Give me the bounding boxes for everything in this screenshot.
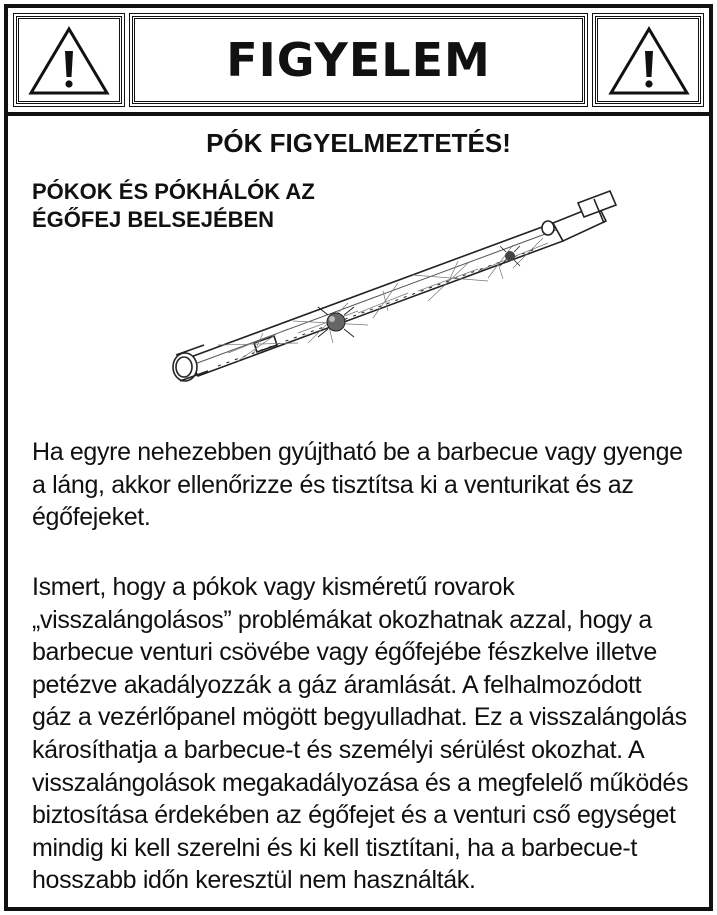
warning-triangle-icon	[607, 25, 691, 97]
paragraph-line: károsíthatja a barbecue-t és személyi sérülést okozhat. A	[32, 735, 645, 764]
paragraph-line: petézve akadályozzák a gáz áramlását. A felhalmozódott	[32, 670, 642, 699]
paragraph-1	[32, 436, 704, 534]
burner-tube-illustration	[158, 183, 618, 398]
paragraph-line: Ismert, hogy a pókok vagy kisméretű rovarok	[32, 573, 515, 601]
paragraph-line: Ha egyre nehezebben gyújtható be a barbecue vagy gyenge	[32, 438, 683, 466]
paragraph-line: barbecue venturi csövébe vagy égőfejébe fészkelve illetve	[32, 638, 657, 667]
paragraph-line: égőfejeket.	[32, 503, 151, 532]
paragraph-line: biztosítása érdekében az égőfejet és a venturi cső egységet	[32, 801, 676, 830]
warning-label	[4, 4, 713, 911]
left-icon-box	[16, 16, 122, 104]
paragraph-line: „visszalángolásos” problémákat okozhatnak azzal, hogy a	[32, 605, 652, 634]
spider-warning-subtitle: PÓK FIGYELMEZTETÉS!	[206, 128, 511, 158]
title-box	[132, 16, 585, 104]
paragraph-line: gáz a vezérlőpanel mögött begyulladhat. Ez a visszalángolás	[32, 703, 687, 732]
paragraph-line: hosszabb időn keresztül nem használták.	[32, 866, 476, 895]
paragraph-line: visszalángolások megakadályozása és a megfelelő működés	[32, 768, 689, 797]
warning-header	[8, 8, 709, 116]
lead-line: ÉGŐFEJ BELSEJÉBEN	[32, 207, 275, 232]
warning-triangle-icon	[27, 25, 111, 97]
paragraph-line: a láng, akkor ellenőrizze és tisztítsa ki a venturikat és az	[32, 470, 634, 499]
warning-title: FIGYELEM	[226, 33, 491, 87]
paragraph-2	[32, 571, 704, 897]
right-icon-box	[595, 16, 701, 104]
paragraph-line: mindig ki kell szerelni és ki kell tisztítani, ha a barbecue-t	[32, 833, 637, 862]
lead-line: PÓKOK ÉS PÓKHÁLÓK AZ	[32, 179, 315, 204]
